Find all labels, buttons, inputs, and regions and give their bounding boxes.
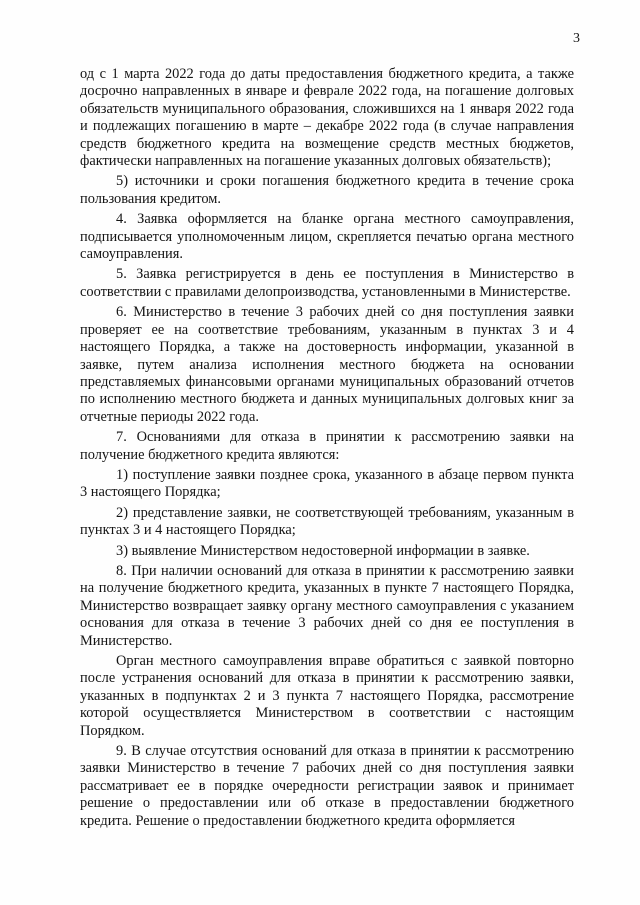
paragraph-8-continuation: Орган местного самоуправления вправе обратиться с заявкой повторно после устранения оснований для отказа в принятии к рассмотрению заявки, указанных в подпунктах 2 и 3 пункта 7 настоящего Порядка, рассмотрение которой осуществляется Министерством в соответствии с настоящим Порядком. bbox=[80, 653, 574, 739]
paragraph-7-item-1: 1) поступление заявки позднее срока, указанного в абзаце первом пункта 3 настоящего Порядка; bbox=[80, 466, 574, 501]
paragraph-8: 8. При наличии оснований для отказа в принятии к рассмотрению заявки на получение бюджетного кредита, указанных в пункте 7 настоящего Порядка, Министерство возвращает заявку органу местного самоуправления с указанием основания для отказа в течение 3 рабочих дней со дня ее поступления в Министерство. bbox=[80, 562, 574, 649]
page-number: 3 bbox=[573, 31, 580, 46]
paragraph-7-item-2: 2) представление заявки, не соответствующей требованиям, указанным в пунктах 3 и 4 настоящего Порядка; bbox=[80, 504, 574, 539]
paragraph-continuation: од с 1 марта 2022 года до даты предоставления бюджетного кредита, а также досрочно направленных в январе и феврале 2022 года, на погашение долговых обязательств муниципального образования, сложившихся на 1 января 2022 года и подлежащих погашению в марте – декабре 2022 года (в случае направления средств бюджетного кредита на возмещение средств местных бюджетов, фактически направленных на погашение указанных долговых обязательств); bbox=[80, 66, 574, 170]
paragraph-subitem-5: 5) источники и сроки погашения бюджетного кредита в течение срока пользования кредитом. bbox=[80, 173, 574, 207]
paragraph-9: 9. В случае отсутствия оснований для отказа в принятии к рассмотрению заявки Министерство в течение 7 рабочих дней со дня поступления заявки рассматривает ее в порядке очередности регистрации заявок и принимает решение о предоставлении или об отказе в предоставлении бюджетного кредита. Решение о предоставлении бюджетного кредита оформляется bbox=[80, 743, 574, 829]
paragraph-4: 4. Заявка оформляется на бланке органа местного самоуправления, подписывается уполномоченным лицом, скрепляется печатью органа местного самоуправления. bbox=[80, 211, 574, 263]
paragraph-7-item-3: 3) выявление Министерством недостоверной информации в заявке. bbox=[116, 542, 530, 559]
paragraph-5: 5. Заявка регистрируется в день ее поступления в Министерство в соответствии с правилами делопроизводства, установленными в Министерстве. bbox=[80, 266, 574, 300]
document-body bbox=[80, 66, 574, 833]
paragraph-6: 6. Министерство в течение 3 рабочих дней со дня поступления заявки проверяет ее на соответствие требованиям, указанным в пунктах 3 и 4 настоящего Порядка, а также на достоверность информации, указанной в заявке, путем анализа исполнения местного бюджета на основании представляемых финансовыми органами муниципальных образований отчетов по исполнению местного бюджета и данных муниципальных долговых книг за отчетные периоды 2022 года. bbox=[80, 304, 574, 425]
paragraph-7: 7. Основаниями для отказа в принятии к рассмотрению заявки на получение бюджетного кредита являются: bbox=[80, 429, 574, 463]
